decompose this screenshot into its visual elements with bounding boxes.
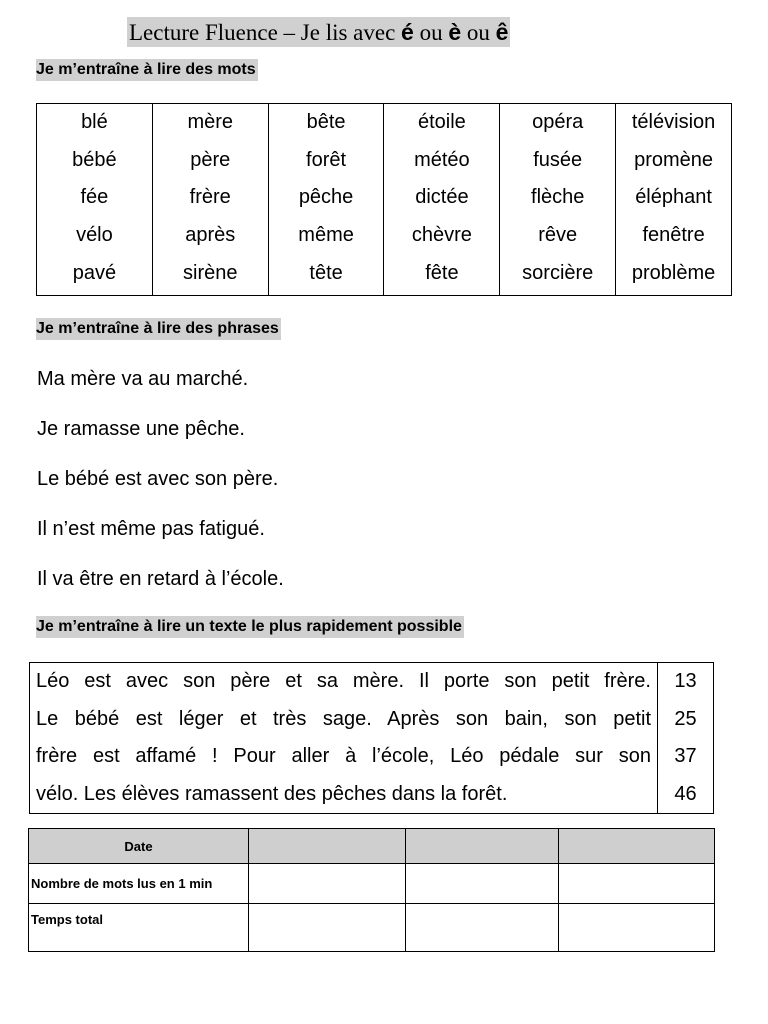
total-time-label: Temps total	[29, 904, 249, 952]
word: tête	[309, 261, 343, 284]
word: pavé	[72, 261, 117, 284]
sentence: Il n’est même pas fatigué.	[37, 518, 265, 540]
word: blé	[81, 111, 108, 133]
word-count: 46	[674, 782, 697, 805]
date-cell[interactable]	[249, 829, 406, 864]
tracking-table	[28, 828, 715, 952]
section-heading-sentences: Je m’entraîne à lire des phrases	[36, 318, 281, 340]
word: pêche	[298, 186, 354, 209]
word-column	[152, 104, 268, 296]
word: promène	[634, 148, 714, 171]
word: opéra	[532, 111, 584, 133]
word: flèche	[531, 186, 585, 209]
word: fête	[425, 261, 459, 284]
reading-text-table	[29, 662, 714, 814]
word-count: 13	[674, 670, 697, 692]
word: météo	[414, 148, 470, 171]
reading-text	[30, 663, 658, 814]
word: éléphant	[635, 186, 712, 209]
date-cell[interactable]	[559, 829, 715, 864]
word: mère	[187, 111, 234, 133]
word-column	[37, 104, 153, 296]
word: forêt	[306, 148, 347, 171]
word-count: 25	[674, 707, 697, 730]
word: bébé	[72, 148, 117, 171]
word: télévision	[631, 111, 716, 133]
word: étoile	[417, 111, 466, 133]
word: après	[185, 224, 236, 247]
section-heading-words: Je m’entraîne à lire des mots	[36, 59, 258, 81]
total-time-cell[interactable]	[406, 904, 559, 952]
word: frère	[189, 186, 231, 209]
word: problème	[631, 261, 716, 284]
word-count: 37	[674, 745, 697, 767]
sentence: Je ramasse une pêche.	[37, 418, 245, 440]
page-title	[127, 17, 510, 47]
section-heading-text: Je m’entraîne à lire un texte le plus rapidement possible	[36, 616, 464, 638]
word: rêve	[538, 224, 578, 247]
words-per-minute-label: Nombre de mots lus en 1 min	[29, 864, 249, 904]
total-time-cell[interactable]	[559, 904, 715, 952]
word: fenêtre	[642, 224, 705, 247]
word: fée	[80, 186, 109, 209]
word: sorcière	[522, 261, 594, 284]
word-column	[268, 104, 384, 296]
word-count-column	[658, 663, 714, 814]
sentence: Il va être en retard à l’école.	[37, 568, 284, 590]
word: père	[190, 148, 231, 171]
word: sirène	[183, 261, 238, 284]
title-letter-e-circumflex: ê	[495, 19, 509, 45]
date-cell[interactable]	[406, 829, 559, 864]
words-per-minute-cell[interactable]	[249, 864, 406, 904]
text-line: frère est affamé ! Pour aller à l’école, Léo pédale sur son	[36, 745, 651, 767]
word: fusée	[533, 148, 583, 171]
word-column	[384, 104, 500, 296]
text-line: Léo est avec son père et sa mère. Il porte son petit frère.	[36, 670, 651, 692]
sentence: Ma mère va au marché.	[37, 368, 249, 390]
word-column	[616, 104, 732, 296]
word: bête	[306, 111, 346, 133]
word: vélo	[76, 224, 113, 247]
word: dictée	[415, 186, 469, 209]
title-prefix: Lecture Fluence – Je lis avec	[129, 20, 402, 45]
text-line: Le bébé est léger et très sage. Après son bain, son petit	[36, 707, 651, 730]
text-line: vélo. Les élèves ramassent des pêches dans la forêt.	[36, 782, 508, 805]
title-letter-e-grave: è	[448, 19, 462, 45]
total-time-cell[interactable]	[249, 904, 406, 952]
date-label: Date	[29, 829, 249, 864]
word-column	[500, 104, 616, 296]
word: chèvre	[411, 224, 472, 247]
title-or-1: ou	[413, 20, 449, 45]
words-per-minute-cell[interactable]	[559, 864, 715, 904]
title-letter-e-acute: é	[401, 19, 414, 45]
word: même	[298, 224, 354, 247]
words-per-minute-cell[interactable]	[406, 864, 559, 904]
sentence: Le bébé est avec son père.	[37, 468, 279, 490]
title-or-2: ou	[461, 20, 496, 45]
word-table	[36, 103, 732, 296]
